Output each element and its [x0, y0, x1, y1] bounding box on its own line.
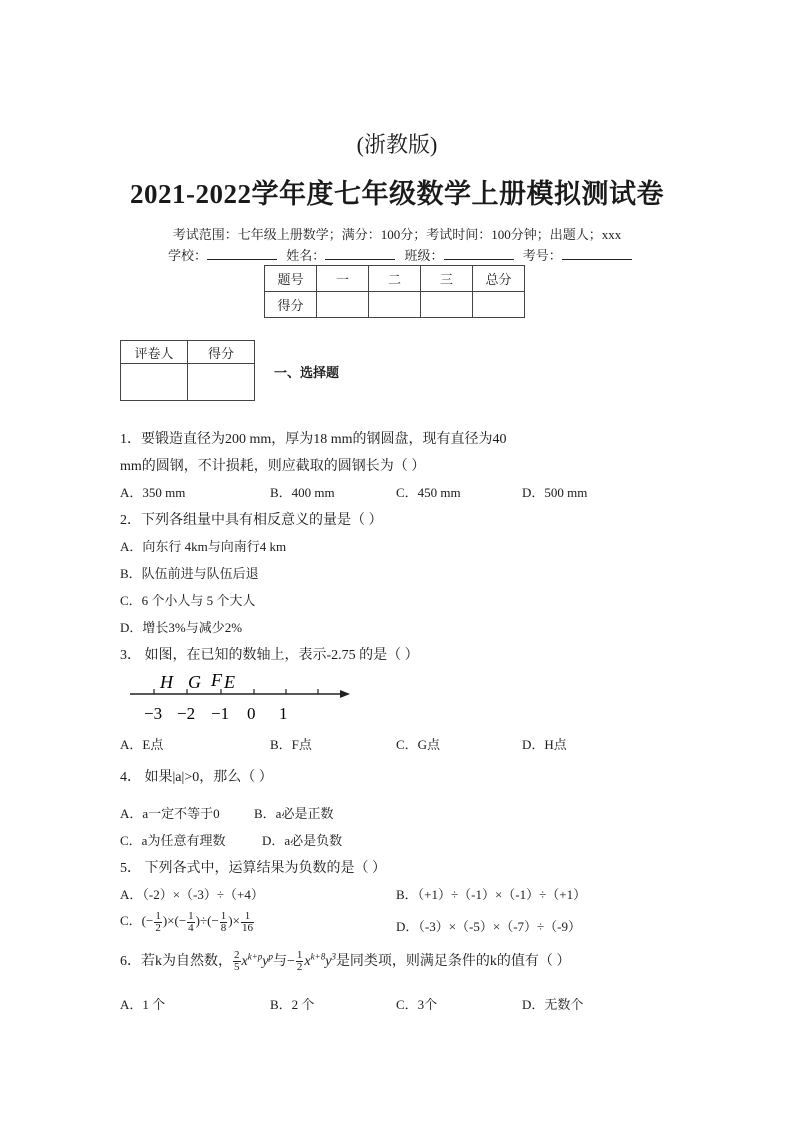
math-expr: $x^{k+p}y^p$ — [241, 951, 274, 969]
q5-option-b[interactable]: B．（+1）÷（-1）×（-1）÷（+1） — [396, 887, 587, 902]
exam-info: 考试范围：七年级上册数学；满分：100分；考试时间：100分钟；出题人；xxx — [172, 227, 622, 242]
q5-stem: 5． 下列各式中，运算结果为负数的是（ ） — [120, 861, 386, 876]
section-title: 一、选择题 — [274, 365, 340, 380]
q4-option-c[interactable]: C．a为任意有理数 — [120, 833, 226, 848]
q6-option-a[interactable]: A．1 个 — [120, 997, 166, 1012]
score-cell[interactable] — [473, 292, 525, 318]
q2-stem: 2．下列各组量中具有相反意义的量是（ ） — [120, 513, 383, 528]
q6-stem — [120, 950, 570, 973]
fraction: $\frac{1}{4}$ — [188, 909, 194, 934]
score-header-cell: 题号 — [265, 266, 317, 292]
score-cell[interactable] — [317, 292, 369, 318]
q4-option-b[interactable]: B．a必是正数 — [254, 806, 334, 821]
q6-middle: 与 — [273, 954, 288, 969]
q5-option-c[interactable] — [120, 910, 255, 934]
score-row-label: 得分 — [265, 292, 317, 318]
q4-option-a[interactable]: A．a一定不等于0 — [120, 806, 220, 821]
q1-option-d[interactable]: D．500 mm — [522, 485, 588, 500]
q2-option-b[interactable]: B．队伍前进与队伍后退 — [120, 566, 259, 581]
q6-option-c[interactable]: C．3个 — [396, 997, 438, 1012]
name-label: 姓名： — [286, 248, 326, 263]
student-fields — [168, 245, 638, 264]
q3-option-a[interactable]: A．E点 — [120, 737, 164, 752]
grader-score-cell[interactable] — [188, 364, 255, 401]
fraction: $\frac{1}{2}$ — [296, 949, 303, 974]
q3-option-b[interactable]: B．F点 — [270, 737, 312, 752]
tick-label: 1 — [279, 704, 288, 723]
fraction: $\frac{1}{16}$ — [241, 909, 253, 934]
point-label-h: H — [160, 672, 173, 692]
q5-option-a[interactable]: A．（-2）×（-3）÷（+4） — [120, 887, 264, 902]
exam-title: 2021-2022学年度七年级数学上册模拟测试卷 — [130, 179, 664, 209]
point-label-f: F — [211, 670, 222, 690]
q1-line2: mm的圆钢，不计损耗，则应截取的圆钢长为（ ） — [120, 459, 426, 474]
exam-number-blank[interactable] — [562, 247, 632, 260]
tick-label: −1 — [211, 704, 230, 723]
q3-option-d[interactable]: D．H点 — [522, 737, 567, 752]
q2-option-c[interactable]: C．6 个小人与 5 个大人 — [120, 593, 256, 608]
score-table — [264, 265, 525, 318]
q4-stem: 4． 如果|a|>0，那么（ ） — [120, 770, 273, 785]
number-line-arrow — [340, 690, 350, 698]
tick-label: −2 — [177, 704, 196, 723]
grader-table — [120, 340, 255, 401]
exam-number-label: 考号： — [522, 248, 562, 263]
math-expr: $x^{k+8}y^3$ — [304, 951, 336, 969]
fraction: $\frac{2}{5}$ — [234, 949, 240, 974]
q1-option-b[interactable]: B．400 mm — [270, 485, 335, 500]
tick-label: −3 — [144, 704, 163, 723]
score-header-cell: 三 — [421, 266, 473, 292]
edition-label: (浙教版) — [356, 132, 438, 157]
grader-score-header: 得分 — [188, 341, 255, 364]
score-cell[interactable] — [369, 292, 421, 318]
point-label-g: G — [188, 672, 201, 692]
school-label: 学校： — [168, 248, 208, 263]
score-header-cell: 二 — [369, 266, 421, 292]
q6-option-d[interactable]: D．无数个 — [522, 997, 584, 1012]
expr-part: )×(− — [162, 913, 187, 928]
q1-option-c[interactable]: C．450 mm — [396, 485, 461, 500]
q1-option-a[interactable]: A．350 mm — [120, 485, 186, 500]
point-label-e: E — [224, 672, 235, 692]
q3-stem: 3． 如图，在已知的数轴上，表示-2.75 的是（ ） — [120, 648, 419, 663]
class-label: 班级： — [404, 248, 444, 263]
q6-option-b[interactable]: B．2 个 — [270, 997, 315, 1012]
q6-suffix: 是同类项，则满足条件的k的值有（ ） — [335, 954, 571, 969]
score-cell[interactable] — [421, 292, 473, 318]
math-expr: − — [287, 954, 295, 969]
score-header-cell: 一 — [317, 266, 369, 292]
score-header-cell: 总分 — [473, 266, 525, 292]
tick-label: 0 — [247, 704, 256, 723]
q6-prefix: 6．若k为自然数， — [120, 954, 232, 969]
name-blank[interactable] — [325, 247, 395, 260]
q2-option-a[interactable]: A．向东行 4km与向南行4 km — [120, 539, 287, 554]
q1-line1: 1．要锻造直径为200 mm，厚为18 mm的钢圆盘，现有直径为40 — [120, 432, 507, 447]
number-line-figure — [126, 668, 358, 724]
class-blank[interactable] — [444, 247, 514, 260]
expr-part: )÷(− — [195, 913, 219, 928]
school-blank[interactable] — [207, 247, 277, 260]
q5-option-c-label: C． — [120, 913, 142, 928]
fraction: $\frac{1}{8}$ — [220, 909, 227, 934]
expr-part: (− — [141, 913, 154, 928]
fraction: $\frac{1}{2}$ — [155, 909, 161, 934]
q2-option-d[interactable]: D．增长3%与减少2% — [120, 620, 243, 635]
grader-header: 评卷人 — [121, 341, 188, 364]
expr-part: )× — [228, 913, 240, 928]
grader-cell[interactable] — [121, 364, 188, 401]
q3-option-c[interactable]: C．G点 — [396, 737, 441, 752]
q5-option-d[interactable]: D．（-3）×（-5）×（-7）÷（-9） — [396, 919, 582, 934]
q4-option-d[interactable]: D．a必是负数 — [262, 833, 343, 848]
